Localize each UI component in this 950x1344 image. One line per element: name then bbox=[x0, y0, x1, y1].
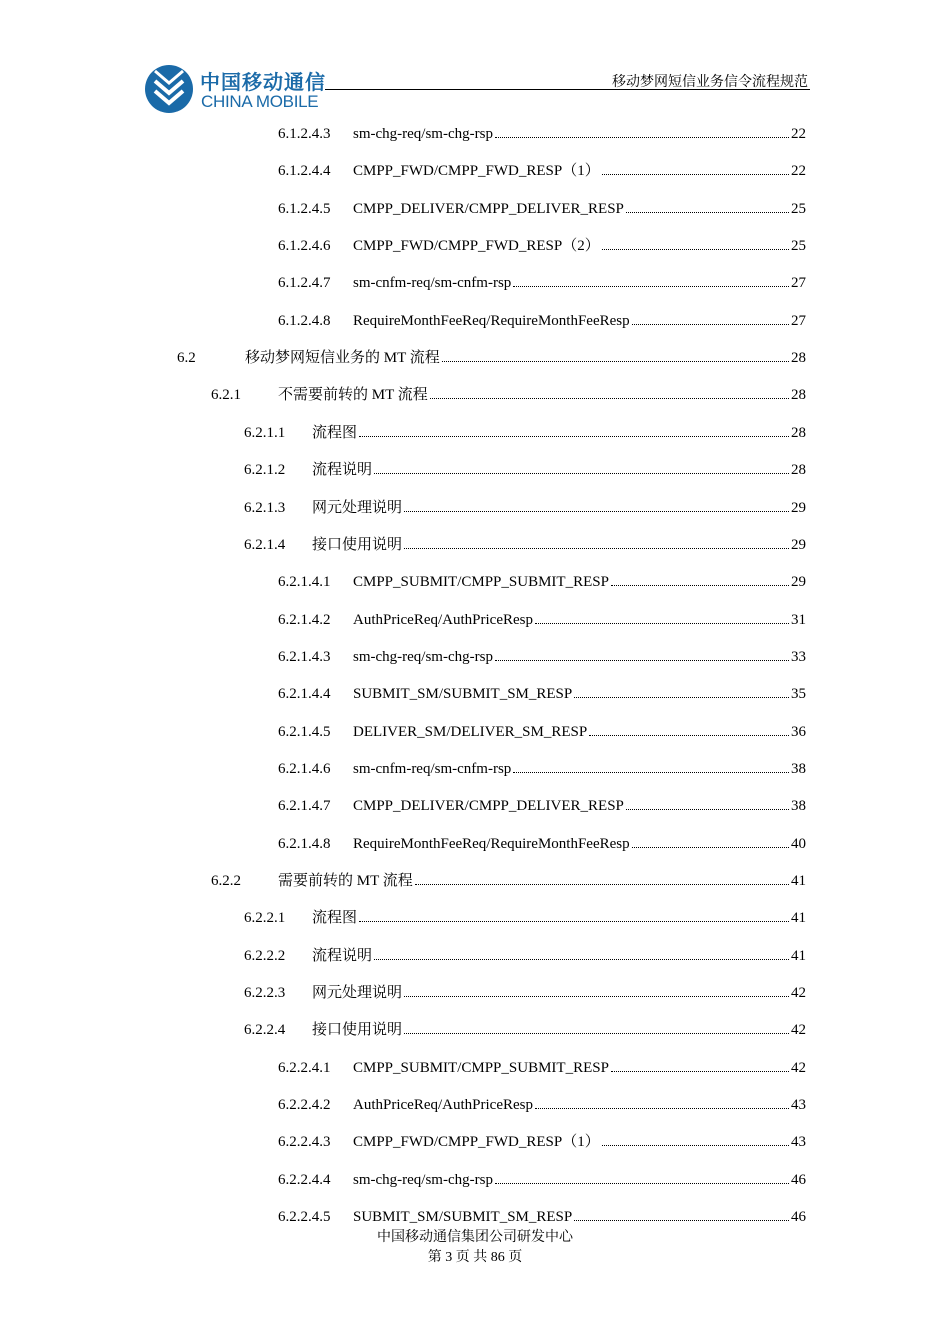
toc-dot-leader bbox=[602, 174, 789, 175]
toc-entry-title: 网元处理说明 bbox=[312, 985, 403, 1002]
toc-dot-leader bbox=[495, 1183, 789, 1184]
toc-entry-title: CMPP_SUBMIT/CMPP_SUBMIT_RESP bbox=[353, 574, 609, 591]
toc-dot-leader bbox=[611, 585, 789, 586]
toc-entry[interactable] bbox=[278, 1131, 806, 1153]
toc-entry-title: 流程图 bbox=[312, 910, 358, 927]
toc-entry-page: 46 bbox=[791, 1209, 806, 1226]
toc-entry-title: sm-chg-req/sm-chg-rsp bbox=[353, 648, 493, 665]
toc-dot-leader bbox=[404, 511, 789, 512]
toc-entry-number: 6.2.1.4.2 bbox=[278, 611, 331, 628]
toc-entry[interactable] bbox=[244, 1019, 806, 1041]
toc-entry[interactable] bbox=[278, 272, 806, 294]
toc-dot-leader bbox=[495, 137, 789, 138]
toc-entry-page: 36 bbox=[791, 723, 806, 740]
toc-entry-title: 接口使用说明 bbox=[312, 1022, 403, 1039]
toc-entry-page: 40 bbox=[791, 835, 806, 852]
toc-entry-page: 46 bbox=[791, 1171, 806, 1188]
toc-entry-number: 6.2.1.4.5 bbox=[278, 723, 331, 740]
toc-dot-leader bbox=[626, 212, 789, 213]
toc-entry-number: 6.2.1.4.8 bbox=[278, 835, 331, 852]
toc-entry-title: sm-cnfm-req/sm-cnfm-rsp bbox=[353, 760, 512, 777]
toc-entry-title: CMPP_FWD/CMPP_FWD_RESP（1） bbox=[353, 1134, 600, 1151]
toc-dot-leader bbox=[404, 996, 789, 997]
toc-dot-leader bbox=[602, 1145, 789, 1146]
toc-entry[interactable] bbox=[211, 384, 806, 406]
toc-entry-page: 28 bbox=[791, 462, 806, 479]
toc-dot-leader bbox=[574, 697, 789, 698]
toc-entry-number: 6.2.1.1 bbox=[244, 424, 286, 441]
toc-entry-page: 38 bbox=[791, 760, 806, 777]
logo-english-text: CHINA MOBILE bbox=[201, 92, 319, 111]
toc-entry-number: 6.2.1 bbox=[211, 387, 241, 404]
footer-page-number: 第 3 页 共 86 页 bbox=[427, 1250, 523, 1265]
toc-entry-number: 6.1.2.4.7 bbox=[278, 275, 331, 292]
toc-entry-number: 6.2.1.4.3 bbox=[278, 648, 331, 665]
toc-dot-leader bbox=[611, 1071, 789, 1072]
toc-entry[interactable] bbox=[278, 1206, 806, 1228]
page-header bbox=[0, 0, 950, 120]
toc-entry-title: 网元处理说明 bbox=[312, 499, 403, 516]
toc-entry-page: 27 bbox=[791, 312, 806, 329]
toc-dot-leader bbox=[632, 324, 789, 325]
toc-entry-page: 27 bbox=[791, 275, 806, 292]
toc-entry[interactable] bbox=[244, 907, 806, 929]
toc-entry[interactable] bbox=[278, 1094, 806, 1116]
toc-entry-page: 29 bbox=[791, 499, 806, 516]
page-footer bbox=[0, 1228, 950, 1268]
toc-entry-page: 28 bbox=[791, 424, 806, 441]
toc-entry-title: 流程说明 bbox=[312, 947, 373, 964]
toc-entry-number: 6.2.1.4.7 bbox=[278, 798, 331, 815]
toc-dot-leader bbox=[442, 361, 789, 362]
toc-entry-title: SUBMIT_SM/SUBMIT_SM_RESP bbox=[353, 1209, 573, 1226]
toc-entry-number: 6.2.1.3 bbox=[244, 499, 286, 516]
toc-entry-number: 6.2.1.2 bbox=[244, 462, 286, 479]
toc-entry-number: 6.2.2.4.3 bbox=[278, 1134, 331, 1151]
toc-entry-page: 41 bbox=[791, 947, 806, 964]
toc-entry-number: 6.1.2.4.5 bbox=[278, 200, 331, 217]
toc-dot-leader bbox=[535, 1108, 789, 1109]
toc-dot-leader bbox=[513, 286, 789, 287]
toc-entry[interactable] bbox=[244, 982, 806, 1004]
toc-entry-title: CMPP_DELIVER/CMPP_DELIVER_RESP bbox=[353, 200, 624, 217]
toc-entry-number: 6.2.2.4.4 bbox=[278, 1171, 331, 1188]
toc-dot-leader bbox=[404, 1033, 789, 1034]
toc-entry-page: 41 bbox=[791, 873, 806, 889]
toc-dot-leader bbox=[626, 809, 789, 810]
toc-entry-number: 6.2.1.4.6 bbox=[278, 760, 331, 777]
toc-entry-number: 6.1.2.4.3 bbox=[278, 126, 331, 142]
toc-entry-page: 43 bbox=[791, 1097, 806, 1114]
toc-entry-number: 6.2.2.4.1 bbox=[278, 1059, 331, 1076]
toc-entry-page: 25 bbox=[791, 238, 806, 255]
toc-entry-page: 41 bbox=[791, 910, 806, 927]
toc-entry-title: RequireMonthFeeReq/RequireMonthFeeResp bbox=[353, 835, 630, 852]
toc-dot-leader bbox=[574, 1220, 789, 1221]
toc-entry-page: 31 bbox=[791, 611, 806, 628]
toc-entry-title: sm-chg-req/sm-chg-rsp bbox=[353, 126, 493, 142]
toc-entry-page: 35 bbox=[791, 686, 806, 703]
toc-entry-title: SUBMIT_SM/SUBMIT_SM_RESP bbox=[353, 686, 573, 703]
logo-chinese-text: 中国移动通信 bbox=[200, 70, 326, 94]
toc-dot-leader bbox=[404, 548, 789, 549]
toc-dot-leader bbox=[632, 847, 789, 848]
toc-entry[interactable] bbox=[244, 497, 806, 519]
toc-entry-title: AuthPriceReq/AuthPriceResp bbox=[353, 1097, 533, 1114]
toc-entry-number: 6.2.1.4 bbox=[244, 536, 286, 553]
toc-entry-number: 6.2.2.4 bbox=[244, 1022, 286, 1039]
toc-entry[interactable] bbox=[278, 758, 806, 780]
toc-dot-leader bbox=[374, 473, 789, 474]
toc-entry-page: 22 bbox=[791, 163, 806, 180]
toc-entry-title: CMPP_FWD/CMPP_FWD_RESP（1） bbox=[353, 163, 600, 180]
toc-entry[interactable] bbox=[278, 160, 806, 182]
toc-entry-number: 6.2.2.3 bbox=[244, 985, 286, 1002]
toc-entry-title: 流程说明 bbox=[312, 462, 373, 479]
toc-entry-number: 6.2.2.4.2 bbox=[278, 1097, 331, 1114]
toc-dot-leader bbox=[535, 623, 789, 624]
toc-entry-page: 43 bbox=[791, 1134, 806, 1151]
toc-entry-title: 移动梦网短信业务的 MT 流程 bbox=[245, 350, 440, 367]
toc-entry[interactable] bbox=[211, 870, 806, 892]
toc-entry-title: 需要前转的 MT 流程 bbox=[278, 873, 413, 889]
toc-entry[interactable] bbox=[278, 1057, 806, 1079]
toc-dot-leader bbox=[513, 772, 789, 773]
toc-entry[interactable] bbox=[278, 198, 806, 220]
toc-entry[interactable] bbox=[177, 347, 806, 369]
toc-entry-title: CMPP_SUBMIT/CMPP_SUBMIT_RESP bbox=[353, 1059, 609, 1076]
toc-dot-leader bbox=[495, 660, 789, 661]
document-title: 移动梦网短信业务信令流程规范 bbox=[612, 75, 808, 90]
toc-entry-title: 接口使用说明 bbox=[312, 536, 403, 553]
toc-entry-page: 42 bbox=[791, 1022, 806, 1039]
toc-entry-page: 28 bbox=[791, 350, 806, 367]
toc-entry-page: 29 bbox=[791, 536, 806, 553]
toc-entry[interactable] bbox=[278, 310, 806, 332]
toc-entry-number: 6.2.2.4.5 bbox=[278, 1209, 331, 1226]
toc-entry-title: sm-chg-req/sm-chg-rsp bbox=[353, 1171, 493, 1188]
toc-entry-number: 6.2.1.4.4 bbox=[278, 686, 331, 703]
toc-entry[interactable] bbox=[278, 235, 806, 257]
toc-entry-page: 28 bbox=[791, 387, 806, 404]
toc-entry-page: 25 bbox=[791, 200, 806, 217]
toc-entry-page: 42 bbox=[791, 1059, 806, 1076]
toc-entry-title: sm-cnfm-req/sm-cnfm-rsp bbox=[353, 275, 512, 292]
toc-entry-number: 6.2.2 bbox=[211, 873, 241, 889]
toc-entry[interactable] bbox=[278, 721, 806, 743]
toc-entry-number: 6.2.2.2 bbox=[244, 947, 286, 964]
toc-dot-leader bbox=[374, 959, 789, 960]
toc-dot-leader bbox=[589, 735, 789, 736]
toc-entry[interactable] bbox=[278, 609, 806, 631]
toc-entry-number: 6.2.1.4.1 bbox=[278, 574, 331, 591]
toc-entry-page: 29 bbox=[791, 574, 806, 591]
toc-entry[interactable] bbox=[278, 683, 806, 705]
toc-entry[interactable] bbox=[278, 571, 806, 593]
toc-entry[interactable] bbox=[278, 795, 806, 817]
toc-entry[interactable] bbox=[278, 1169, 806, 1191]
toc-entry[interactable] bbox=[244, 945, 806, 967]
toc-entry-title: AuthPriceReq/AuthPriceResp bbox=[353, 611, 533, 628]
toc-dot-leader bbox=[602, 249, 789, 250]
toc-entry-number: 6.1.2.4.8 bbox=[278, 312, 331, 329]
toc-entry-title: RequireMonthFeeReq/RequireMonthFeeResp bbox=[353, 312, 630, 329]
toc-entry-number: 6.1.2.4.6 bbox=[278, 238, 331, 255]
toc-entry-number: 6.2 bbox=[177, 350, 196, 367]
toc-entry-page: 22 bbox=[791, 126, 806, 142]
toc-entry-page: 38 bbox=[791, 798, 806, 815]
toc-entry[interactable] bbox=[244, 459, 806, 481]
china-mobile-logo-icon bbox=[143, 63, 195, 115]
toc-entry-number: 6.2.2.1 bbox=[244, 910, 286, 927]
toc-entry-title: CMPP_FWD/CMPP_FWD_RESP（2） bbox=[353, 238, 600, 255]
toc-entry-title: 流程图 bbox=[312, 424, 358, 441]
toc-dot-leader bbox=[359, 921, 789, 922]
footer-organization: 中国移动通信集团公司研发中心 bbox=[377, 1230, 573, 1245]
toc-entry-page: 42 bbox=[791, 985, 806, 1002]
toc-entry-title: DELIVER_SM/DELIVER_SM_RESP bbox=[353, 723, 588, 740]
toc-dot-leader bbox=[430, 398, 789, 399]
toc-entry-title: 不需要前转的 MT 流程 bbox=[278, 387, 428, 404]
toc-entry-page: 33 bbox=[791, 648, 806, 665]
toc-entry-title: CMPP_DELIVER/CMPP_DELIVER_RESP bbox=[353, 798, 624, 815]
header-divider bbox=[325, 89, 810, 90]
toc-entry[interactable] bbox=[244, 422, 806, 444]
toc-entry[interactable] bbox=[278, 646, 806, 668]
toc-dot-leader bbox=[415, 884, 789, 885]
toc-entry[interactable] bbox=[278, 123, 806, 145]
toc-dot-leader bbox=[359, 436, 789, 437]
toc-entry[interactable] bbox=[278, 833, 806, 855]
toc-entry[interactable] bbox=[244, 534, 806, 556]
toc-entry-number: 6.1.2.4.4 bbox=[278, 163, 331, 180]
